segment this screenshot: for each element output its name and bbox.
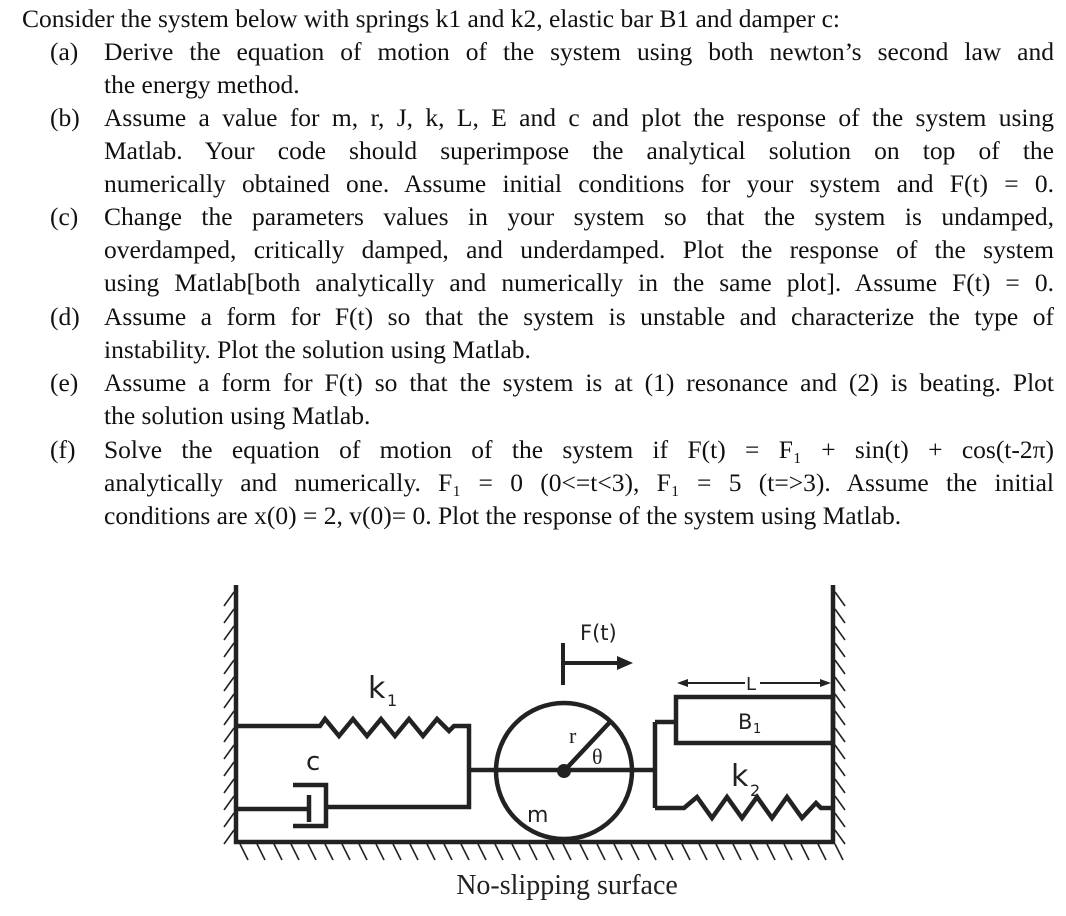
floor-hatch <box>614 844 622 860</box>
item-f-label: (f) <box>50 435 76 464</box>
floor-hatch <box>767 844 775 860</box>
floor-hatch <box>699 844 707 860</box>
damper-label: c <box>306 747 321 777</box>
floor-hatch <box>665 844 673 860</box>
floor-hatch <box>342 844 350 860</box>
floor-hatch <box>325 844 333 860</box>
damper-rod <box>236 795 309 822</box>
left-wall-hatch <box>224 728 234 742</box>
left-wall-hatch <box>224 711 234 725</box>
left-wall-hatch <box>224 643 234 657</box>
left-wall-hatch <box>224 660 234 674</box>
right-wall-hatch <box>835 677 845 691</box>
right-wall-hatch <box>835 745 845 759</box>
floor-hatch <box>257 844 265 860</box>
right-wall-hatch <box>835 694 845 708</box>
item-c-line: using Matlab[both analytically and numerically in the same plot]. Assume F(t) = 0. <box>104 268 1054 297</box>
item-a-label: (a) <box>50 37 79 66</box>
mass-label: m <box>527 803 549 828</box>
floor-hatch <box>410 844 418 860</box>
floor-hatch <box>597 844 605 860</box>
spring-k1 <box>236 719 469 807</box>
floor-hatch <box>563 844 571 860</box>
right-wall-hatch <box>835 660 845 674</box>
length-arrow-left <box>677 679 688 687</box>
item-c-line: Change the parameters values in your system so that the system is undamped, <box>104 202 1054 231</box>
floor-hatch <box>682 844 690 860</box>
right-wall-hatch <box>835 762 845 776</box>
floor-hatch <box>274 844 282 860</box>
k2-label: k <box>731 759 749 794</box>
floor-hatch <box>801 844 809 860</box>
k1-label: k <box>368 671 386 706</box>
item-e-line: Assume a form for F(t) so that the system is at (1) resonance and (2) is beating. Plot <box>104 368 1054 397</box>
floor-hatch <box>529 844 537 860</box>
item-d-line: Assume a form for F(t) so that the system is unstable and characterize the type of <box>104 302 1054 331</box>
length-arrow-right <box>820 679 831 687</box>
floor-hatch <box>393 844 401 860</box>
floor-hatch <box>580 844 588 860</box>
angle-label: θ <box>592 744 603 769</box>
item-b-label: (b) <box>50 103 80 132</box>
radius-label: r <box>569 723 577 748</box>
floor-hatch <box>478 844 486 860</box>
floor-hatch <box>359 844 367 860</box>
bar-label: B <box>738 710 753 734</box>
right-wall-hatch <box>835 779 845 793</box>
surface-label: No-slipping surface <box>456 870 678 901</box>
right-wall-hatch <box>835 609 845 623</box>
floor-hatch <box>818 844 826 860</box>
left-wall-hatch <box>224 609 234 623</box>
left-wall-hatch <box>224 762 234 776</box>
item-b-line: numerically obtained one. Assume initial conditions for your system and F(t) = 0. <box>104 169 1054 198</box>
floor-hatch <box>291 844 299 860</box>
left-wall-hatch <box>224 813 234 827</box>
left-wall-hatch <box>224 694 234 708</box>
left-wall-hatch <box>224 745 234 759</box>
floor-hatch <box>835 844 843 860</box>
item-b-line: Matlab. Your code should superimpose the analytical solution on top of the <box>104 136 1054 165</box>
left-wall-hatch <box>224 779 234 793</box>
right-wall-hatch <box>835 796 845 810</box>
spring-k2 <box>655 797 833 818</box>
left-wall-hatch <box>224 626 234 640</box>
intro-text: Consider the system below with springs k1 and k2, elastic bar B1 and damper c: <box>22 4 840 33</box>
item-c-line: overdamped, critically damped, and underdamped. Plot the response of the system <box>104 235 1054 264</box>
item-f-line: analytically and numerically. F₁ = 0 (0<=t<3), F₁ = 5 (t=>3). Assume the initial <box>104 468 1054 497</box>
floor-hatch <box>376 844 384 860</box>
force-arrow-head <box>617 656 633 670</box>
right-wall-hatch <box>835 643 845 657</box>
item-f-line: Solve the equation of motion of the system if F(t) = F₁ + sin(t) + cos(t-2π) <box>104 435 1054 464</box>
floor-hatch <box>784 844 792 860</box>
force-label: F(t) <box>580 621 617 645</box>
right-wall-hatch <box>835 830 845 844</box>
item-b-line: Assume a value for m, r, J, k, L, E and c and plot the response of the system using <box>104 103 1054 132</box>
floor-hatch <box>631 844 639 860</box>
left-wall-hatch <box>224 677 234 691</box>
k1-subscript: 1 <box>387 691 398 710</box>
item-d-label: (d) <box>50 302 80 331</box>
floor-hatch <box>750 844 758 860</box>
wheel-center <box>557 764 571 778</box>
k2-subscript: 2 <box>750 781 761 800</box>
item-c-label: (c) <box>50 202 79 231</box>
floor-hatch <box>461 844 469 860</box>
floor-hatch <box>444 844 452 860</box>
item-f-line: conditions are x(0) = 2, v(0)= 0. Plot the response of the system using Matlab. <box>104 501 902 530</box>
item-e-label: (e) <box>50 368 79 397</box>
item-d-line: instability. Plot the solution using Matlab. <box>104 335 531 364</box>
floor-hatch <box>495 844 503 860</box>
left-wall-hatch <box>224 796 234 810</box>
floor-hatch <box>512 844 520 860</box>
right-wall-hatch <box>835 813 845 827</box>
right-wall-hatch <box>835 711 845 725</box>
item-a-line: the energy method. <box>104 70 300 99</box>
left-wall-hatch <box>224 830 234 844</box>
item-e-line: the solution using Matlab. <box>104 401 371 430</box>
right-bracket <box>655 722 676 808</box>
floor-hatch <box>546 844 554 860</box>
floor-hatch <box>427 844 435 860</box>
floor-hatch <box>648 844 656 860</box>
bar-subscript: 1 <box>753 722 762 737</box>
right-wall-hatch <box>835 728 845 742</box>
item-a-line: Derive the equation of motion of the system using both newton’s second law and <box>104 37 1054 66</box>
right-wall-hatch <box>835 626 845 640</box>
right-wall-hatch <box>835 592 845 606</box>
length-label: L <box>746 674 757 695</box>
left-wall-hatch <box>224 592 234 606</box>
floor-hatch <box>716 844 724 860</box>
floor-hatch <box>240 844 248 860</box>
floor-hatch <box>308 844 316 860</box>
floor-hatch <box>733 844 741 860</box>
